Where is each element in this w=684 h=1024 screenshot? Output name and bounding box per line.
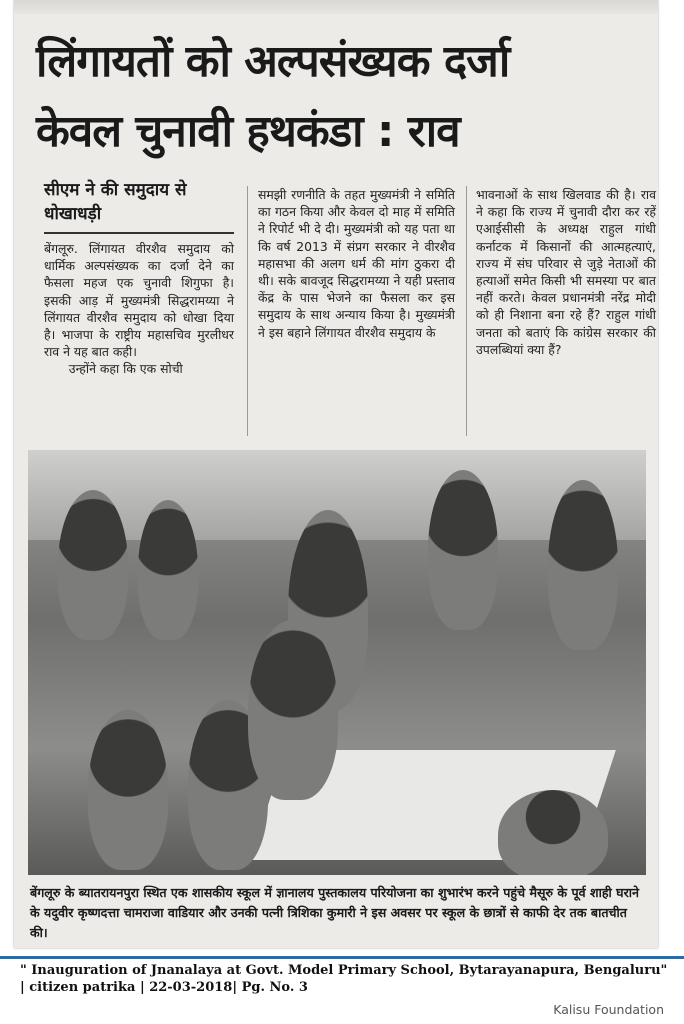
source-title: " Inauguration of Jnanalaya at Govt. Model Primary School, Bytarayanapura, Bengaluru" <box>20 963 668 978</box>
headline-line-1: लिंगायतों को अल्पसंख्यक दर्जा <box>36 36 510 87</box>
watermark-text: Kalisu Foundation <box>553 1002 664 1017</box>
photo-figure <box>248 620 338 800</box>
photo-figure <box>498 790 608 875</box>
subheadline-rule <box>44 232 234 234</box>
photo-figure <box>88 710 168 870</box>
photo-figure <box>548 480 618 650</box>
article-column-3 <box>476 186 656 358</box>
footer-separator <box>0 956 684 959</box>
column-divider-1 <box>247 186 248 436</box>
column-1-paragraph-1: बेंगलूरु. लिंगायत वीरशैव समुदाय को धार्मिक अल्पसंख्यक का दर्जा देने का फैसला महज एक चुनावी शिगुफा है। इसकी आड़ में मुख्यमंत्री सिद्धरामय्या ने लिंगायत वीरशैव समुदाय को धोखा दिया है। भाजपा के राष्ट्रीय महासचिव मुरलीधर राव ने यह बात कही। <box>44 241 234 360</box>
article-column-1 <box>44 240 234 378</box>
column-2-paragraph-1: समझी रणनीति के तहत मुख्यमंत्री ने समिति का गठन किया और केवल दो माह में समिति ने रिपोर्ट भी दे दी। मुख्यमंत्री को यह पता था कि वर्ष 2013 में संप्रग सरकार ने वीरशैव महासभा की अलग धर्म की मांग ठुकरा दी थी। सके बावजूद सिद्धरामय्या ने यही प्रस्ताव केंद्र के पास भेजने का फैसला कर इस समुदाय के साथ अन्याय किया है। मुख्यमंत्री ने इस बहाने लिंगायत वीरशैव समुदाय के <box>258 187 455 340</box>
source-footer <box>20 962 680 996</box>
photo-figure <box>138 500 198 640</box>
subheadline: सीएम ने की समुदाय से धोखाधड़ी <box>44 180 187 224</box>
column-3-paragraph-1: भावनाओं के साथ खिलवाड की है। राव ने कहा कि राज्य में चुनावी दौरा कर रहें एआईसीसी के अध्यक्ष राहुल गांधी कर्नाटक में किसानों की आत्महत्याएं, राज्य में संघ परिवार से जुड़े नेताओं की हत्याओं समेत किसी भी समस्या पर बात नहीं करते। केवल प्रधानमंत्री नरेंद्र मोदी को ही निशाना बना रहे हैं? राहुल गांधी जनता को बताएं कि कांग्रेस सरकार की उपलब्धियां क्या हैं? <box>476 187 656 357</box>
column-divider-2 <box>466 186 467 436</box>
photo-caption: बेंगलूरु के ब्यातरायनपुरा स्थित एक शासकीय स्कूल में ज्ञानालय पुस्तकालय परियोजना का शुभारंभ करने पहुंचे मैसूरु के पूर्व शाही घराने के यदुवीर कृष्णदत्ता चामराजा वाडियार और उनकी पत्नी त्रिशिका कुमारी ने इस अवसर पर स्कूल के छात्रों से काफी देर तक बातचीत की। <box>30 885 640 940</box>
news-photo-classroom <box>28 450 646 875</box>
article-column-2 <box>258 186 455 341</box>
headline-line-2: केवल चुनावी हथकंडा : राव <box>36 106 460 157</box>
column-1-paragraph-2: उन्होंने कहा कि एक सोची <box>68 361 183 377</box>
photo-figure <box>428 470 498 630</box>
photo-figure <box>58 490 128 640</box>
source-details: | citizen patrika | 22-03-2018| Pg. No. 3 <box>20 980 308 995</box>
clipping-top-edge <box>14 0 658 14</box>
